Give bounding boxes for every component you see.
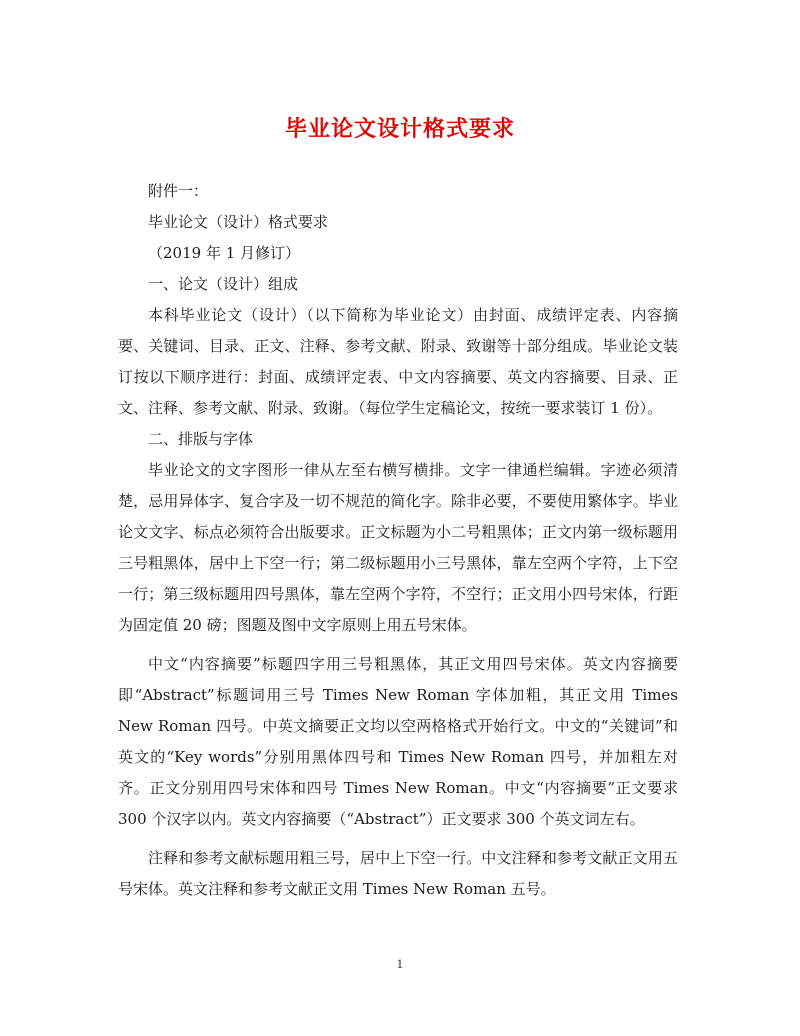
paragraph-layout-fonts: 毕业论文的文字图形一律从左至右横写横排。文字一律通栏编辑。字迹必须清楚，忌用异体字、复合字及一切不规范的简化字。除非必要，不要使用繁体字。毕业论文文字、标点必须符合出版要求。正文标题为小二号粗黑体；正文内第一级标题用三号粗黑体，居中上下空一行；第二级标题用小三号黑体，靠左空两个字符，上下空一行；第三级标题用四号黑体，靠左空两个字符，不空行；正文用小四号宋体，行距为固定值 20 磅；图题及图中文字原则上用五号宋体。 bbox=[118, 461, 678, 634]
page-number: 1 bbox=[396, 958, 404, 971]
attachment-label: 附件一： bbox=[148, 182, 209, 200]
paragraph-abstract: 中文“内容摘要”标题四字用三号粗黑体，其正文用四号宋体。英文内容摘要即“Abstract”标题词用三号 Times New Roman 字体加粗，其正文用 Times New Roman 四号。中英文摘要正文均以空两格格式开始行文。中文的“关键词”和英文的“Key words”分别用黑体四号和 Times New Roman 四号，并加粗左对齐。正文分别用四号宋体和四号 Times New Roman。中文“内容摘要”正文要求 300 个汉字以内。英文内容摘要（“Abstract”）正文要求 300 个英文词左右。 bbox=[118, 655, 678, 828]
section-heading-2: 二、排版与字体 bbox=[148, 430, 254, 448]
paragraph-notes-references: 注释和参考文献标题用粗三号，居中上下空一行。中文注释和参考文献正文用五号宋体。英文注释和参考文献正文用 Times New Roman 五号。 bbox=[118, 849, 678, 898]
document-title: 毕业论文设计格式要求 bbox=[284, 116, 515, 142]
document-body bbox=[118, 176, 678, 905]
paragraph-composition: 本科毕业论文（设计）（以下简称为毕业论文）由封面、成绩评定表、内容摘要、关键词、目录、正文、注释、参考文献、附录、致谢等十部分组成。毕业论文装订按以下顺序进行：封面、成绩评定表、中文内容摘要、英文内容摘要、目录、正文、注释、参考文献、附录、致谢。（每位学生定稿论文，按统一要求装订 1 份）。 bbox=[118, 306, 678, 417]
section-heading-1: 一、论文（设计）组成 bbox=[148, 275, 299, 293]
subtitle: 毕业论文（设计）格式要求 bbox=[148, 213, 329, 231]
revision-date: （2019 年 1 月修订） bbox=[148, 244, 301, 262]
